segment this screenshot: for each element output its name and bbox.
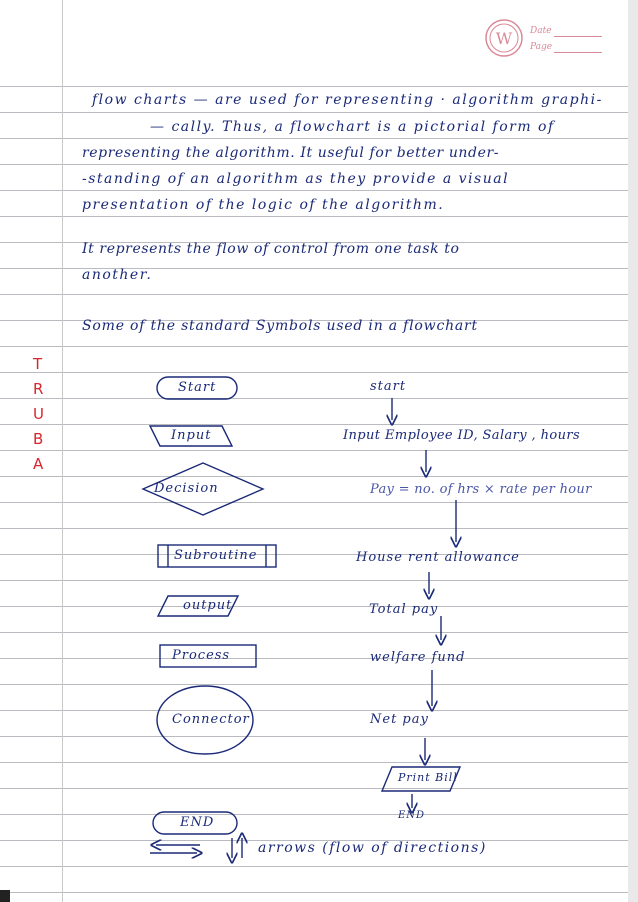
symbol-subroutine-label: Subroutine [174,548,258,563]
symbol-connector-label: Connector [172,712,250,727]
flow-step-house-rent: House rent allowance [356,550,520,565]
page-label: Page [530,42,553,52]
paragraph-line-6: It represents the flow of control from one task to [82,241,460,257]
flow-step-total-pay: Total pay [369,602,439,617]
symbol-end-label: END [180,815,215,830]
date-label: Date [530,26,552,36]
margin-letter: A [33,455,44,473]
flow-step-end: END [398,810,426,821]
flow-step-net-pay: Net pay [370,712,429,727]
margin-letter: R [33,380,44,398]
symbol-input-label: Input [171,428,212,443]
margin-letter: U [33,405,44,423]
paragraph-line-3: representing the algorithm. It useful for better under- [82,145,500,161]
arrows-note: arrows (flow of directions) [258,840,487,856]
paragraph-line-8: Some of the standard Symbols used in a flowchart [82,318,478,334]
symbol-decision-label: Decision [154,481,219,496]
paragraph-line-1: flow charts — are used for representing · algorithm graphi- [92,92,603,108]
logo-letter: W [495,29,513,48]
symbol-start-label: Start [178,380,217,395]
flow-step-input: Input Employee ID, Salary , hours [343,428,581,443]
flow-step-start: start [370,379,407,394]
paragraph-line-5: presentation of the logic of the algorithm. [82,197,445,213]
paragraph-line-7: another. [82,267,153,283]
margin-letter: T [33,355,43,373]
symbol-process-label: Process [172,648,231,663]
margin-letter: B [33,430,44,448]
symbol-output-label: output [183,598,233,613]
flow-step-pay: Pay = no. of hrs × rate per hour [370,482,592,497]
paragraph-line-2: — cally. Thus, a flowchart is a pictorial form of [150,119,555,135]
page-corner-mark [0,890,10,902]
flow-step-welfare: welfare fund [370,650,466,665]
paragraph-line-4: -standing of an algorithm as they provide a visual [82,171,510,187]
flow-step-print-bill: Print Bill [398,771,458,784]
